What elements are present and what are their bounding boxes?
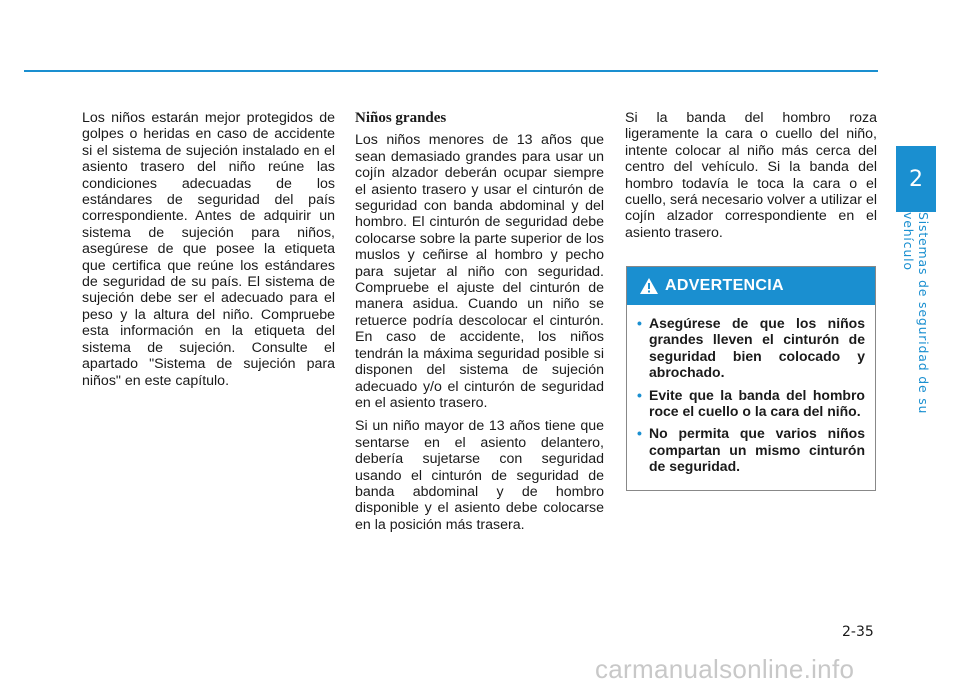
warning-item-text: Evite que la banda del hombro roce el cuello o la cara del niño. [649,386,865,420]
section-paragraph-2: Si un niño mayor de 13 años tiene que sentarse en el asiento delantero, debería sujetarse con seguridad usando el cinturón de seguridad de banda abdominal y de hombro disponible y el asiento debe colocarse en la posición más trasera. [355,418,604,533]
bullet: • [637,425,642,442]
warning-item-text: No permita que varios niños compartan un mismo cinturón de seguridad. [649,425,865,475]
shoulder-belt-paragraph: Si la banda del hombro roza ligeramente la cara o cuello del niño, intente colocar al niño más cerca del centro del vehículo. Si la banda del hombro todavía le toca la cara o el cuello, será necesario volver a utilizar el cojín alzador correspondiente en el asiento trasero. [625,110,877,241]
warning-header [627,267,875,305]
chapter-title: Sistemas de seguridad de su vehículo [901,212,931,415]
column-2 [355,110,604,540]
warning-list [627,305,875,475]
warning-item [637,315,865,381]
warning-title: ADVERTENCIA [665,277,784,294]
intro-paragraph: Los niños estarán mejor protegidos de golpes o heridas en caso de accidente si el sistema de sujeción instalado en el asiento trasero del niño reúne las condiciones adecuadas de los estándares de seguridad del país correspondiente. Antes de adquirir un sistema de sujeción para niños, asegúrese de que posee la etiqueta que certifica que reúne los estándares de seguridad de su país. El sistema de sujeción debe ser el adecuado para el peso y la altura del niño. Compruebe esta información en la etiqueta del sistema de sujeción. Consulte el apartado "Sistema de sujeción para niños" en este capítulo. [82,110,335,389]
column-1 [82,110,335,396]
warning-item-text: Asegúrese de que los niños grandes lleven el cinturón de seguridad bien colocado y abrochado. [649,315,865,381]
bullet: • [637,386,642,403]
section-heading: Niños grandes [355,110,447,126]
chapter-tab [896,146,936,212]
warning-item [637,425,865,474]
page-number: 2-35 [842,624,874,640]
warning-item [637,387,865,420]
bullet: • [637,315,642,331]
chapter-number: 2 [909,166,923,192]
warning-triangle-icon [639,277,659,295]
warning-box [626,266,876,491]
column-3 [625,110,877,248]
section-paragraph-1: Los niños menores de 13 años que sean demasiado grandes para usar un cojín alzador deberán ocupar siempre el asiento trasero y usar el cinturón de seguridad con banda abdominal y del hombro. El cinturón de seguridad debe colocarse sobre la parte superior de los muslos y ceñirse al hombro y pecho para sujetar al niño con seguridad. Compruebe el ajuste del cinturón de manera asidua. Cuando un niño se retuerce podría descolocar el cinturón. En caso de accidente, los niños tendrán la máxima seguridad posible si disponen del sistema de sujeción adecuado y/o el cinturón de seguridad en el asiento trasero. [355,132,604,411]
top-rule [24,70,878,72]
watermark: carmanualsonline.info [595,654,855,684]
